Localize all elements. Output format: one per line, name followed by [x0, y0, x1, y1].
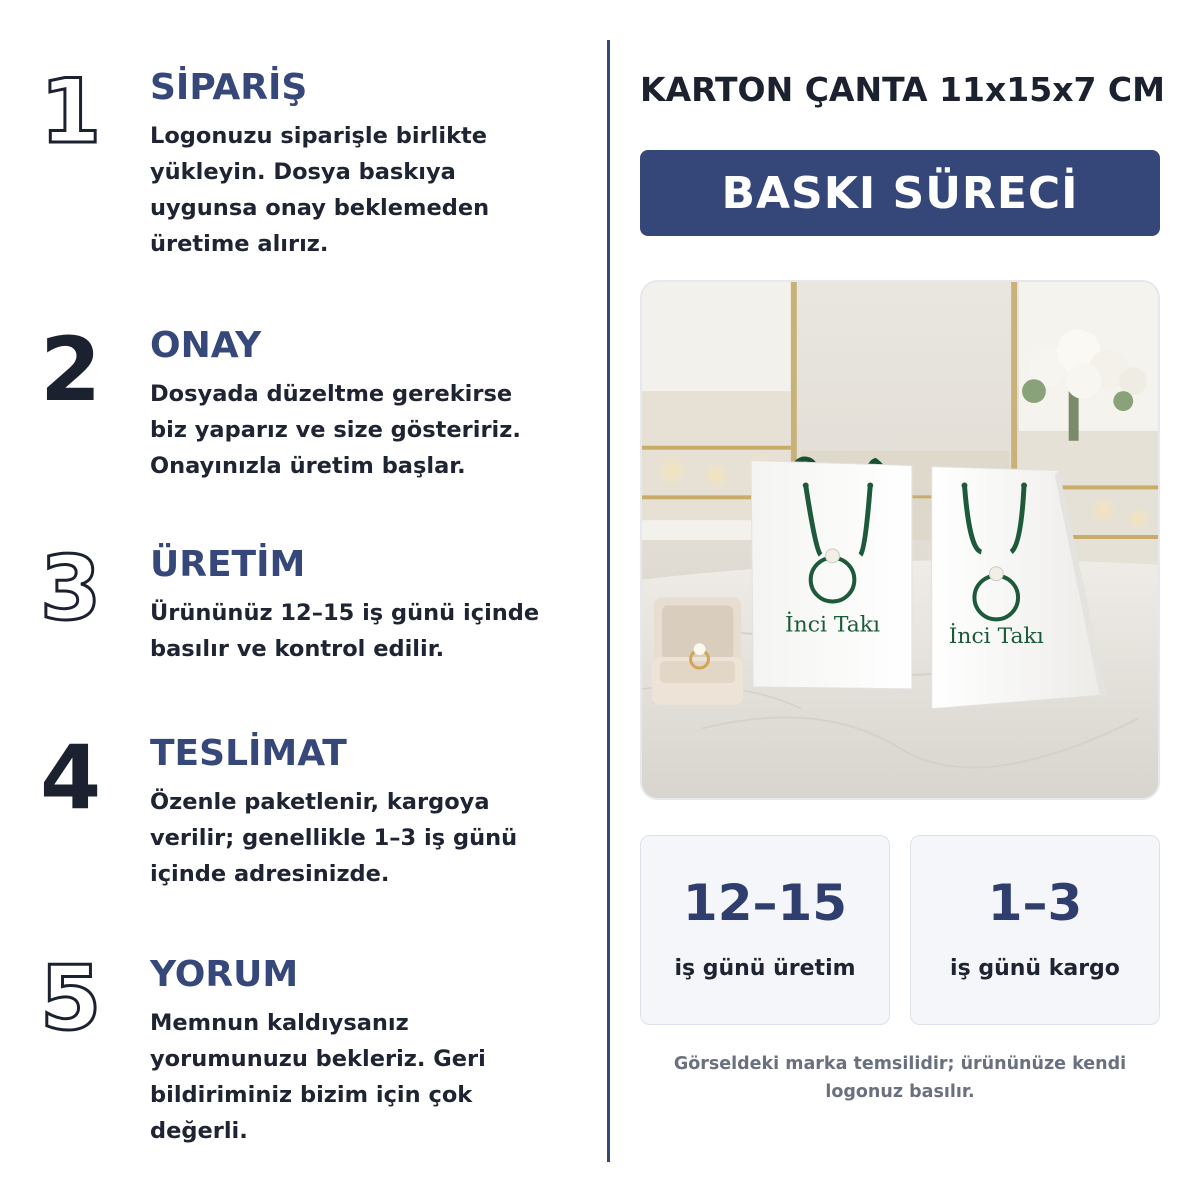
ring-box	[652, 598, 743, 705]
step-title: SİPARİŞ	[150, 67, 308, 108]
bag-brand-text: İnci Takı	[785, 612, 880, 638]
stat-label: iş günü üretim	[674, 956, 856, 981]
step-description: Logonuzu siparişle birlikte yükleyin. Dosya baskıya uygunsa onay beklemeden üretime alırız.	[150, 123, 490, 257]
stat-label: iş günü kargo	[950, 956, 1120, 981]
step-title: ONAY	[150, 325, 262, 366]
stat-card-shipping	[910, 835, 1160, 1025]
step-number: 1	[40, 60, 102, 163]
jewelry-store-scene	[642, 282, 1158, 798]
step-number: 3	[40, 537, 102, 640]
disclaimer-footnote: Görseldeki marka temsilidir; ürününüze kendi logonuz basılır.	[673, 1054, 1127, 1102]
column-divider	[607, 40, 610, 1162]
product-title: KARTON ÇANTA 11x15x7 CM	[640, 70, 1165, 109]
step-title: ÜRETİM	[150, 544, 306, 585]
step-title: YORUM	[150, 954, 299, 995]
product-photo	[640, 280, 1160, 800]
step-number: 2	[40, 318, 102, 421]
bag-brand-text: İnci Takı	[948, 624, 1044, 650]
process-banner	[640, 150, 1160, 236]
stat-value: 1–3	[987, 874, 1083, 932]
banner-text: BASKI SÜRECİ	[721, 167, 1079, 219]
step-number: 5	[40, 947, 102, 1050]
step-description: Özenle paketlenir, kargoya verilir; genellikle 1–3 iş günü içinde adresinizde.	[150, 789, 518, 887]
step-title: TESLİMAT	[150, 733, 347, 774]
paper-bag-left	[751, 459, 912, 689]
step-description: Memnun kaldıysanız yorumunuzu bekleriz. Geri bildiriminiz bizim için çok değerli.	[150, 1010, 486, 1144]
stat-value: 12–15	[682, 874, 848, 932]
step-description: Dosyada düzeltme gerekirse biz yaparız ve size gösteririz. Onayınızla üretim başlar.	[150, 381, 521, 479]
step-description: Ürününüz 12–15 iş günü içinde basılır ve kontrol edilir.	[150, 600, 540, 662]
stat-card-production	[640, 835, 890, 1025]
step-number: 4	[40, 726, 102, 829]
